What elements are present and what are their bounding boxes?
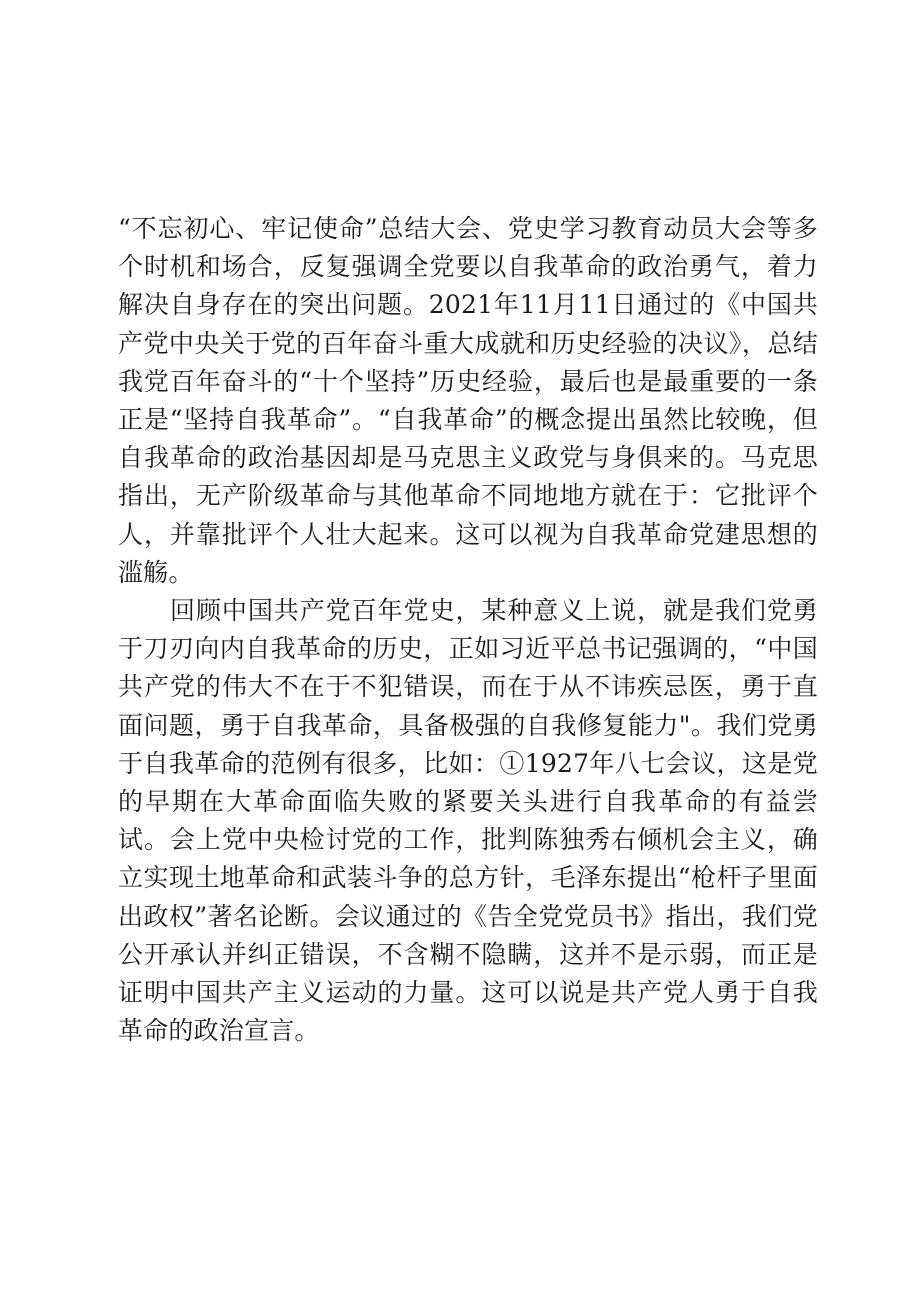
paragraph-continuation: “不忘初心、牢记使命”总结大会、党史学习教育动员大会等多个时机和场合，反复强调全党要以自我革命的政治勇气，着力解决自身存在的突出问题。2021年11月11日通过的《中国共产党中央关于党的百年奋斗重大成就和历史经验的决议》，总结我党百年奋斗的“十个坚持”历史经验，最后也是最重要的一条正是“坚持自我革命”。“自我革命”的概念提出虽然比较晚，但自我革命的政治基因却是马克思主义政党与身俱来的。马克思指出，无产阶级革命与其他革命不同地地方就在于：它批评个人，并靠批评个人壮大起来。这可以视为自我革命党建思想的滥觞。 [118,214,818,587]
paragraph-party-history: 回顾中国共产党百年党史，某种意义上说，就是我们党勇于刀刃向内自我革命的历史，正如习近平总书记强调的，“中国共产党的伟大不在于不犯错误，而在于从不讳疾忌医，勇于直面问题，勇于自我革命，具备极强的自我修复能力"。我们党勇于自我革命的范例有很多，比如：①1927年八七会议，这是党的早期在大革命面临失败的紧要关头进行自我革命的有益尝试。会上党中央检讨党的工作，批判陈独秀右倾机会主义，确立实现土地革命和武装斗争的总方针，毛泽东提出“枪杆子里面出政权”著名论断。会议通过的《告全党党员书》指出，我们党公开承认并纠正错误，不含糊不隐瞒，这并不是示弱，而正是证明中国共产主义运动的力量。这可以说是共产党人勇于自我革命的政治宣言。 [118,596,818,1046]
document-body [118,210,818,1050]
